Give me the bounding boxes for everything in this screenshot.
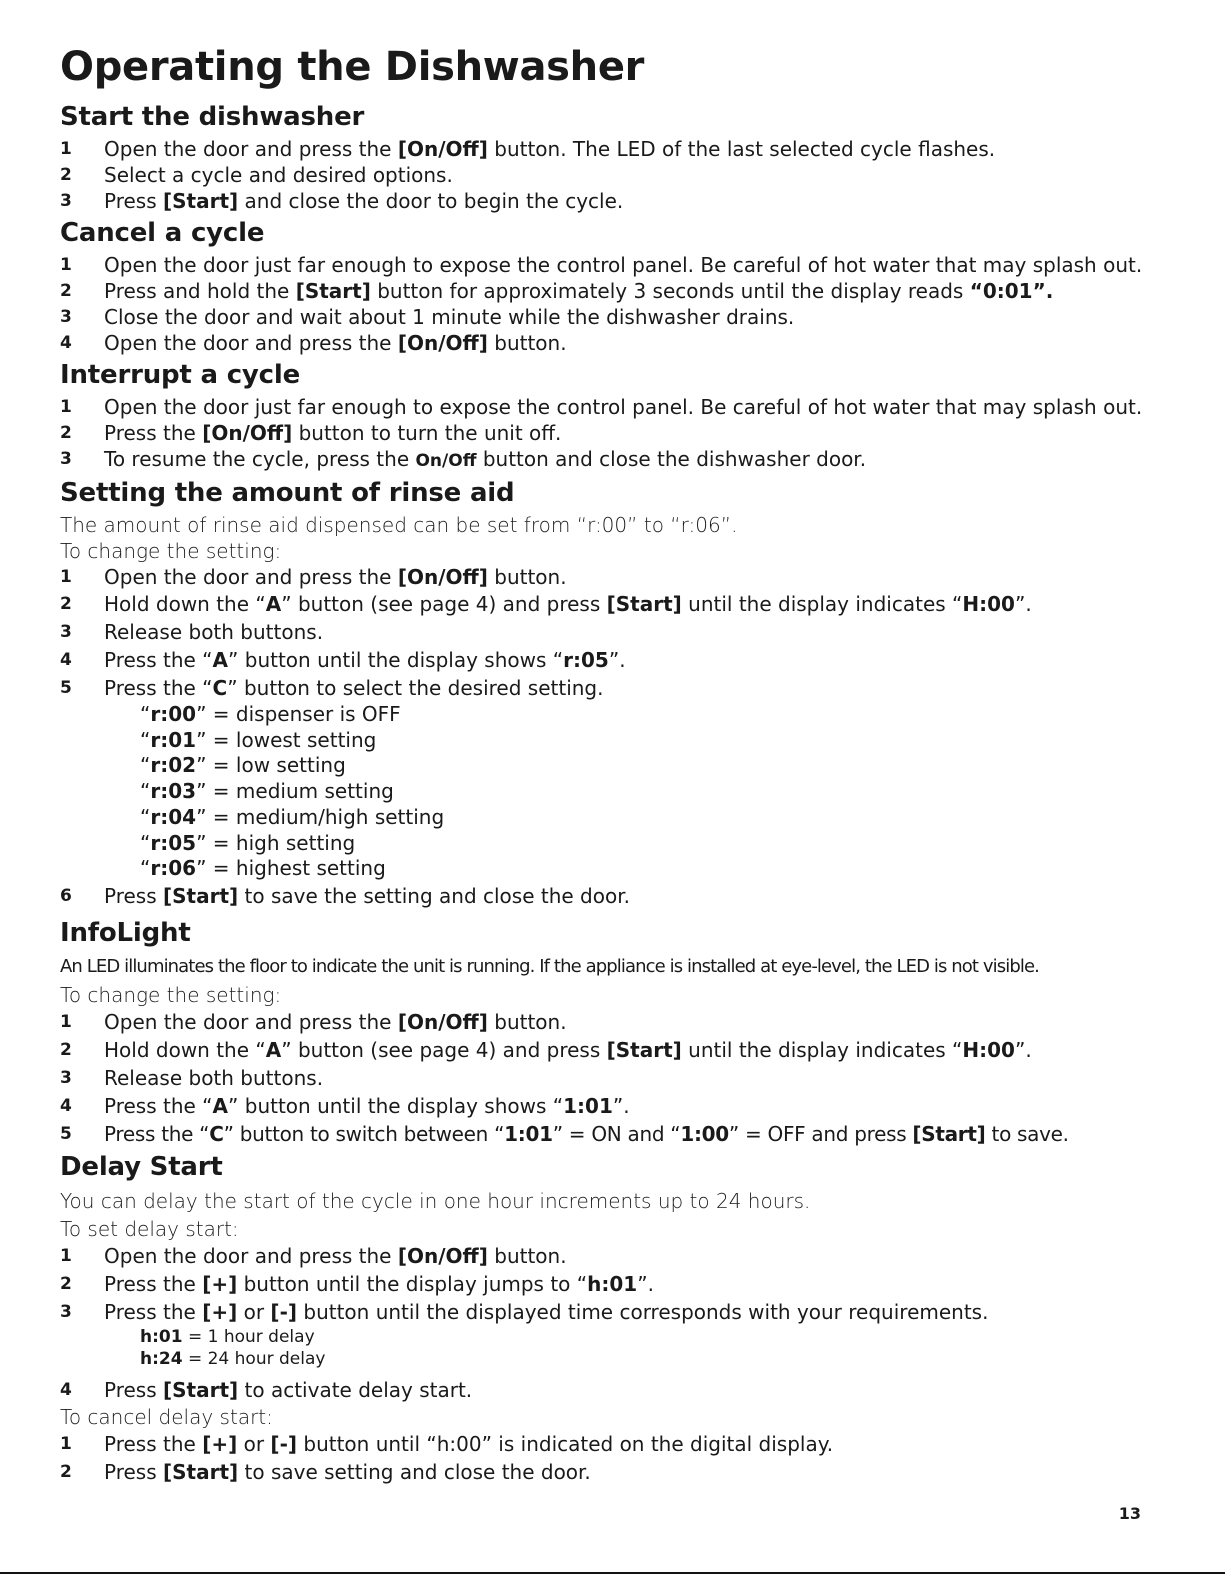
page [60,40,1190,1486]
cancel-step-3: 3 Close the door and wait about 1 minute while the dishwasher drains. [60,305,795,329]
interrupt-step-1: 1 Open the door just far enough to expose the control panel. Be careful of hot water that may splash out. [60,395,1143,419]
infolight-step-1: 1 Open the door and press the [On/Off] button. [60,1009,567,1034]
delay-step-3: 3 Press the [+] or [-] button until the displayed time corresponds with your requirements. [60,1299,989,1324]
delay-intro: You can delay the start of the cycle in one hour increments up to 24 hours. [60,1188,811,1213]
rinse-step-3: 3 Release both buttons. [60,620,324,644]
delay-step-2: 2 Press the [+] button until the display jumps to “h:01”. [60,1271,654,1296]
delay-cancel-step-1: 1 Press the [+] or [-] button until “h:00” is indicated on the digital display. [60,1431,834,1456]
delay-option-h01: h:01 = 1 hour delay [140,1326,315,1347]
rinse-step-5: 5 Press the “C” button to select the desired setting. [60,676,604,700]
delay-option-h24: h:24 = 24 hour delay [140,1348,326,1369]
rinse-setting-r01: “r:01” = lowest setting [140,727,377,752]
rinse-step-1: 1 Open the door and press the [On/Off] button. [60,565,567,589]
start-step-3: 3 Press [Start] and close the door to begin the cycle. [60,189,624,213]
infolight-step-3: 3 Release both buttons. [60,1065,324,1090]
start-step-1: 1 Open the door and press the [On/Off] button. The LED of the last selected cycle flashes. [60,137,996,161]
rinse-setting-r02: “r:02” = low setting [140,753,346,778]
interrupt-heading: Interrupt a cycle [60,360,301,390]
cancel-step-4: 4 Open the door and press the [On/Off] button. [60,331,567,355]
rinse-step-2: 2 Hold down the “A” button (see page 4) and press [Start] until the display indicates “H:00”. [60,592,1032,616]
delay-step-4: 4 Press [Start] to activate delay start. [60,1377,473,1402]
rinse-setting-r04: “r:04” = medium/high setting [140,804,445,829]
rinse-change-label: To change the setting: [60,539,282,563]
delay-cancel-step-2: 2 Press [Start] to save setting and close the door. [60,1459,591,1484]
rinse-setting-r05: “r:05” = high setting [140,830,356,855]
delay-heading: Delay Start [60,1151,223,1182]
rinse-heading: Setting the amount of rinse aid [60,478,515,508]
cancel-heading: Cancel a cycle [60,218,265,248]
start-step-2: 2 Select a cycle and desired options. [60,163,453,187]
bottom-rule [0,1572,1225,1574]
infolight-step-5: 5 Press the “C” button to switch between “1:01” = ON and “1:00” = OFF and press [Start] to save. [60,1121,1069,1146]
rinse-step-4: 4 Press the “A” button until the display shows “r:05”. [60,648,626,672]
delay-cancel-label: To cancel delay start: [60,1404,273,1429]
rinse-setting-r00: “r:00” = dispenser is OFF [140,702,401,726]
page-number: 13 [1118,1504,1141,1523]
rinse-setting-r03: “r:03” = medium setting [140,779,394,804]
delay-step-1: 1 Open the door and press the [On/Off] button. [60,1243,567,1268]
interrupt-step-3: 3 To resume the cycle, press the On/Off button and close the dishwasher door. [60,447,867,471]
cancel-step-2: 2 Press and hold the [Start] button for approximately 3 seconds until the display reads “0:01”. [60,279,1054,303]
cancel-step-1: 1 Open the door just far enough to expose the control panel. Be careful of hot water that may splash out. [60,253,1143,277]
infolight-step-4: 4 Press the “A” button until the display shows “1:01”. [60,1093,630,1118]
infolight-heading: InfoLight [60,917,191,948]
interrupt-step-2: 2 Press the [On/Off] button to turn the unit off. [60,421,562,445]
rinse-intro: The amount of rinse aid dispensed can be set from “r:00” to “r:06”. [60,513,738,537]
infolight-change-label: To change the setting: [60,982,282,1007]
page-title: Operating the Dishwasher [60,44,645,90]
delay-set-label: To set delay start: [60,1216,239,1241]
rinse-step-6: 6 Press [Start] to save the setting and close the door. [60,883,630,908]
rinse-setting-r06: “r:06” = highest setting [140,856,386,881]
infolight-step-2: 2 Hold down the “A” button (see page 4) and press [Start] until the display indicates “H:00”. [60,1037,1032,1062]
infolight-intro: An LED illuminates the floor to indicate the unit is running. If the appliance is installed at eye-level, the LED is not visible. [60,955,1039,977]
start-heading: Start the dishwasher [60,102,365,132]
